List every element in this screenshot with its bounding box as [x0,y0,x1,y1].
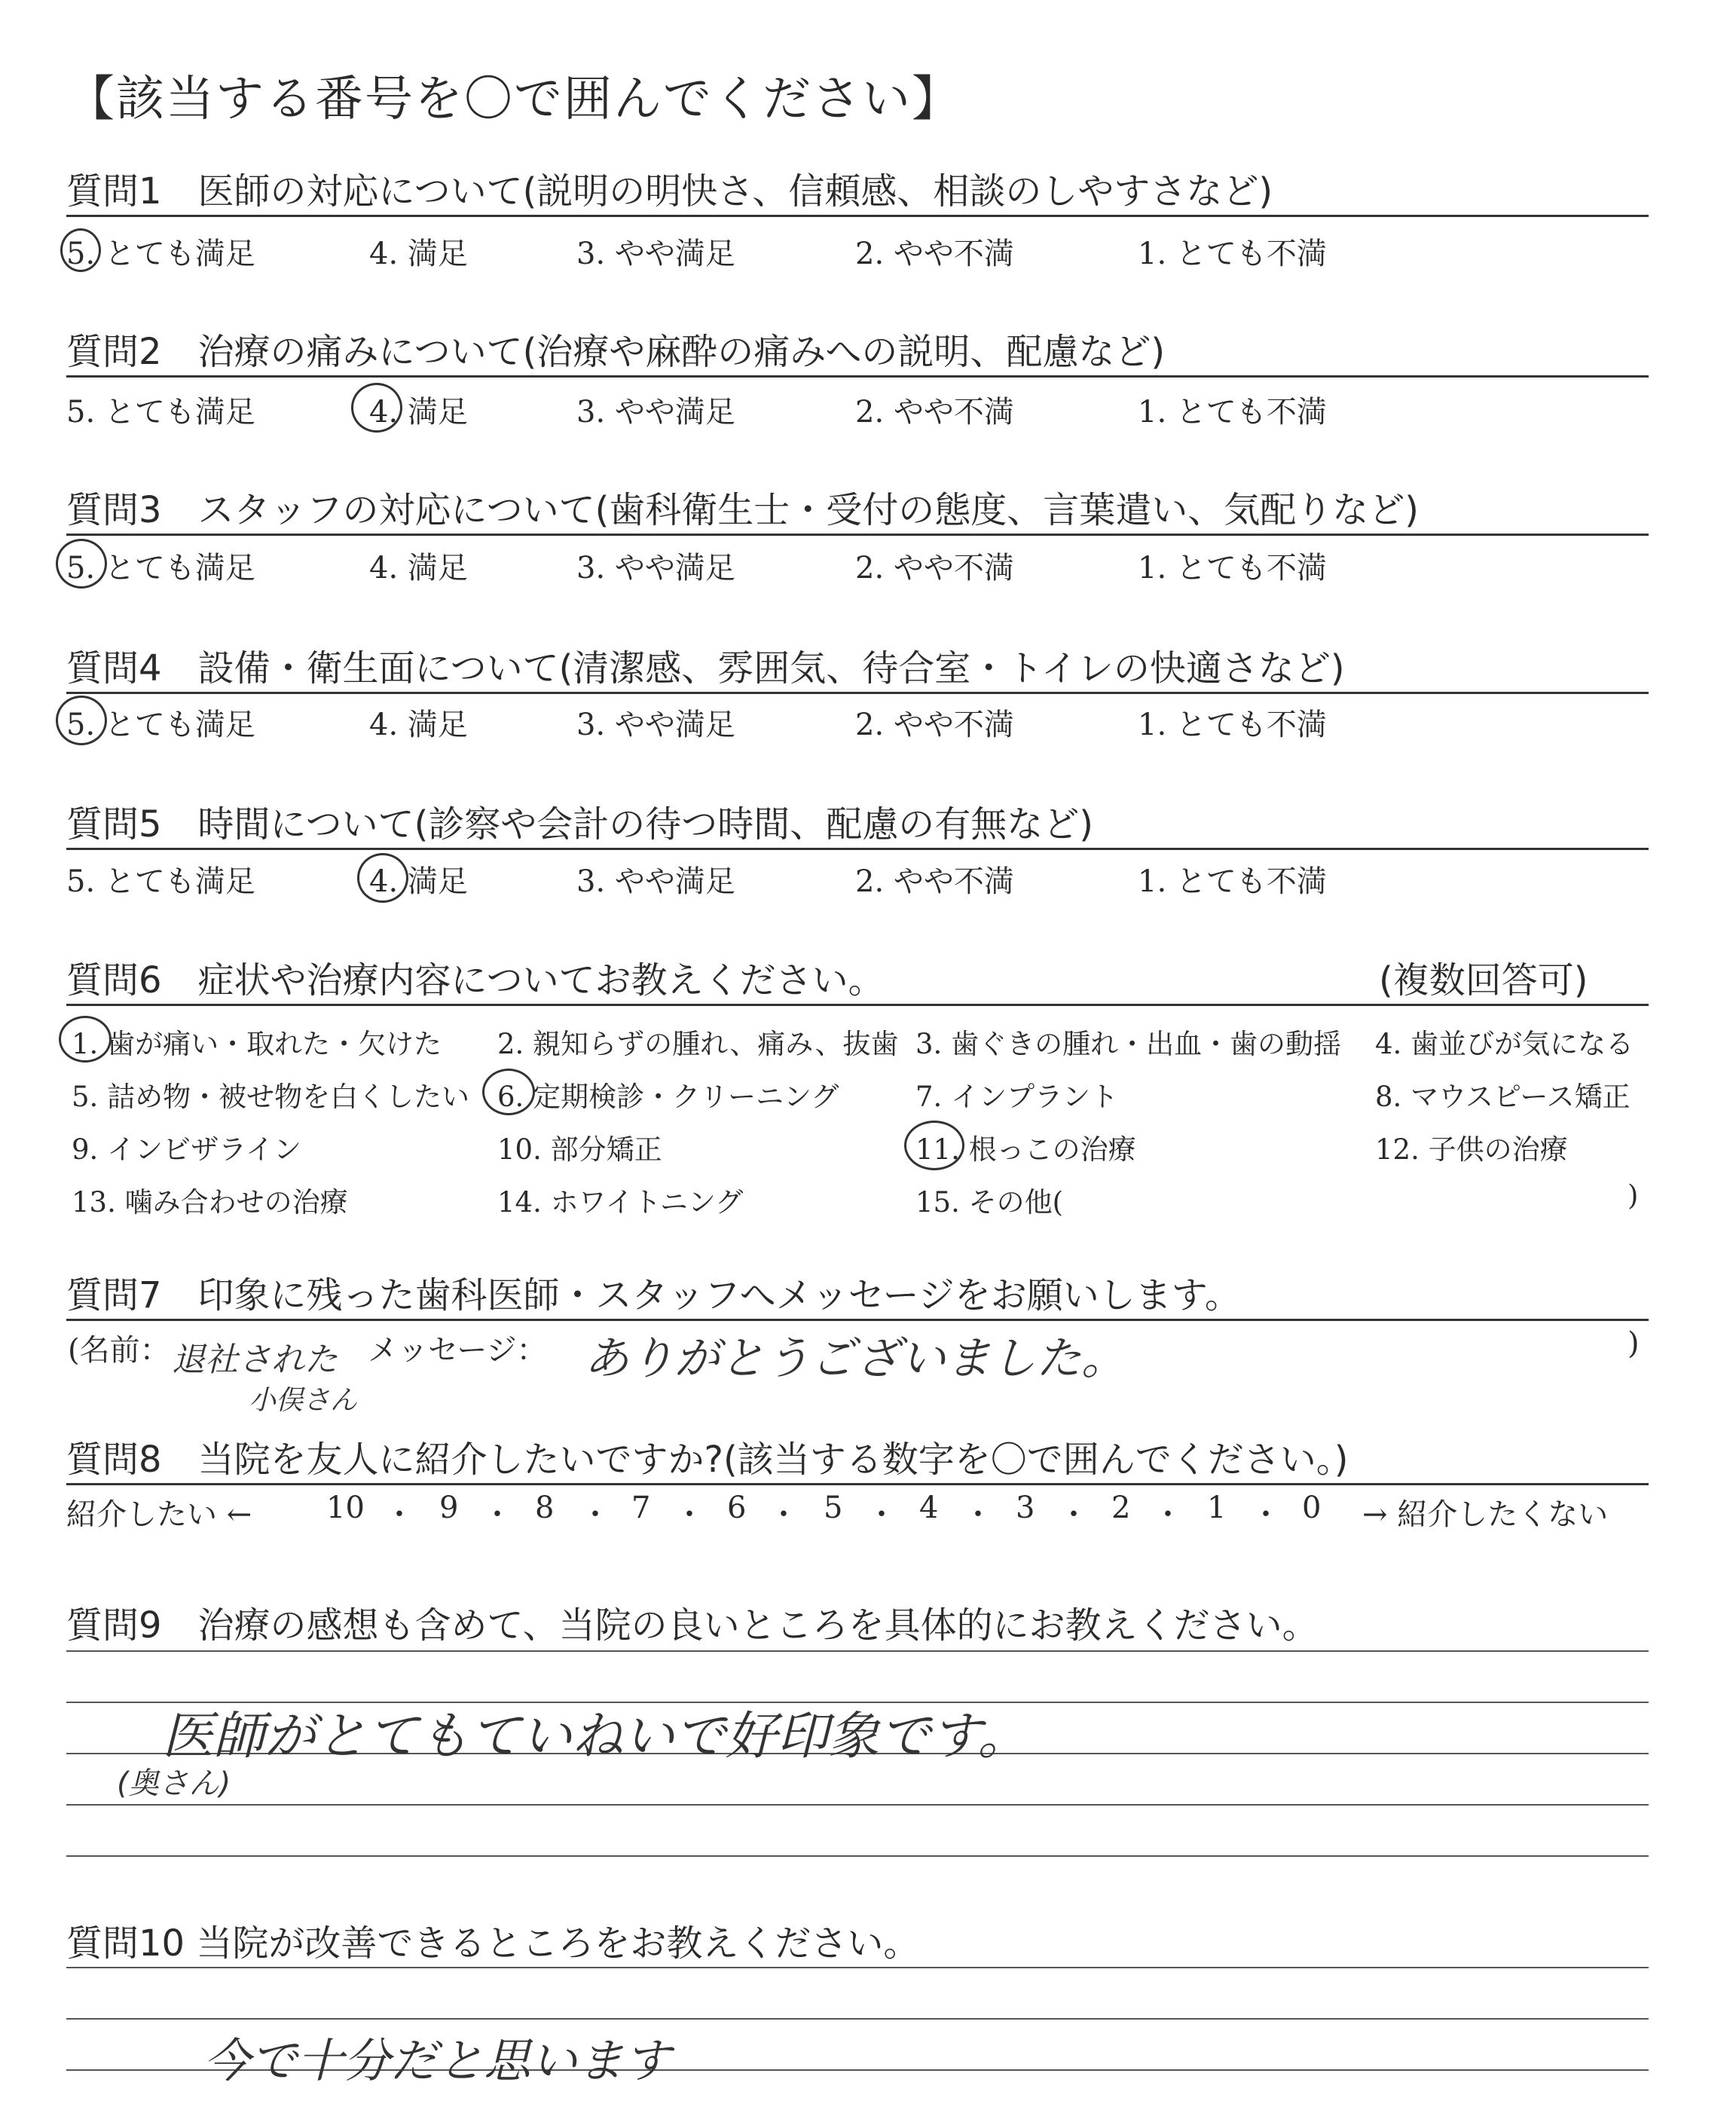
q8-dot: ・ [580,1497,610,1532]
q8-dot: ・ [482,1497,512,1532]
q6-item-11[interactable]: 11. 根っこの治療 [915,1133,1136,1166]
q7-message-label: メッセージ： [368,1333,547,1368]
q9-write-line [66,1804,1649,1806]
q8-right-label: → 紹介したくない [1362,1497,1609,1532]
q8-scale-7[interactable]: 7 [631,1491,651,1525]
q2-option-1[interactable]: 1. とても不満 [1138,395,1327,430]
q8-scale-5[interactable]: 5 [824,1491,843,1525]
q8-dot: ・ [963,1497,993,1532]
question-4-rule [66,692,1649,694]
question-7-heading: 質問7 印象に残った歯科医師・スタッフへメッセージをお願いします。 [66,1274,1241,1316]
q2-selected-circle [351,383,402,433]
q6-item-10[interactable]: 10. 部分矯正 [497,1133,662,1166]
q3-option-4[interactable]: 4. 満足 [369,551,468,586]
q8-dot: ・ [1059,1497,1089,1532]
q5-selected-circle [357,853,408,903]
q6-item-15[interactable]: 15. その他( [915,1186,1064,1219]
q3-option-5[interactable]: 5. とても満足 [66,551,255,586]
q8-left-label: 紹介したい ← [66,1497,252,1532]
q6-item-3[interactable]: 3. 歯ぐきの腫れ・出血・歯の動揺 [915,1028,1342,1060]
q7-name-label: (名前： [68,1333,170,1368]
q8-scale-1[interactable]: 1 [1207,1491,1227,1525]
q6-item-5[interactable]: 5. 詰め物・被せ物を白くしたい [72,1081,470,1113]
q6-item-9[interactable]: 9. インビザライン [72,1133,301,1166]
q1-option-3[interactable]: 3. やや満足 [576,237,735,271]
q1-option-2[interactable]: 2. やや不満 [855,237,1014,271]
q3-selected-circle [56,539,107,589]
q10-write-line [66,1967,1649,1968]
q7-name-value[interactable]: 退社された [172,1341,338,1379]
q10-answer[interactable]: 今で十分だと思います [203,2033,671,2088]
q8-dot: ・ [674,1497,704,1532]
q8-dot: ・ [1251,1497,1281,1532]
question-7-rule [66,1319,1649,1321]
q4-option-2[interactable]: 2. やや不満 [855,708,1014,742]
q3-option-2[interactable]: 2. やや不満 [855,551,1014,586]
q3-option-3[interactable]: 3. やや満足 [576,551,735,586]
question-2-rule [66,375,1649,378]
q8-scale-2[interactable]: 2 [1111,1491,1131,1525]
q9-answer-note[interactable]: (奥さん) [117,1766,231,1801]
q8-dot: ・ [769,1497,799,1532]
q5-option-1[interactable]: 1. とても不満 [1138,864,1327,899]
q2-option-4[interactable]: 4. 満足 [369,395,468,430]
question-3-rule [66,534,1649,536]
q8-dot: ・ [866,1497,897,1532]
q4-option-5[interactable]: 5. とても満足 [66,708,255,742]
q6-item-12[interactable]: 12. 子供の治療 [1375,1133,1568,1166]
question-2-heading: 質問2 治療の痛みについて(治療や麻酔の痛みへの説明、配慮など) [66,331,1166,373]
q1-option-4[interactable]: 4. 満足 [369,237,468,271]
q4-option-4[interactable]: 4. 満足 [369,708,468,742]
question-1-rule [66,215,1649,217]
q6-item-15-close: ) [1628,1179,1639,1212]
question-8-heading: 質問8 当院を友人に紹介したいですか?(該当する数字を〇で囲んでください。) [66,1439,1349,1481]
q6-item-14[interactable]: 14. ホワイトニング [497,1186,744,1219]
q8-scale-8[interactable]: 8 [535,1491,555,1525]
q6-item-4[interactable]: 4. 歯並びが気になる [1375,1028,1634,1060]
question-10-heading: 質問10 当院が改善できるところをお教えください。 [66,1922,920,1965]
q2-option-3[interactable]: 3. やや満足 [576,395,735,430]
q1-selected-circle [60,228,101,272]
q7-close-paren: ) [1628,1326,1640,1361]
q6-item-13[interactable]: 13. 噛み合わせの治療 [72,1186,348,1219]
q6-item-2[interactable]: 2. 親知らずの腫れ、痛み、抜歯 [497,1028,899,1060]
question-8-rule [66,1483,1649,1485]
question-3-heading: 質問3 スタッフの対応について(歯科衛生士・受付の態度、言葉遣い、気配りなど) [66,489,1420,531]
q4-option-1[interactable]: 1. とても不満 [1138,708,1327,742]
question-6-heading: 質問6 症状や治療内容についてお教えください。 [66,959,885,1001]
q10-write-line [66,2018,1649,2020]
q8-scale-6[interactable]: 6 [727,1491,747,1525]
q6-selected-circle-1 [59,1016,112,1063]
q2-option-5[interactable]: 5. とても満足 [66,395,255,430]
q5-option-4[interactable]: 4. 満足 [369,864,468,899]
q9-write-line [66,1855,1649,1857]
q9-write-line [66,1650,1649,1652]
q8-scale-0[interactable]: 0 [1302,1491,1322,1525]
q1-option-5[interactable]: 5. とても満足 [66,237,255,271]
question-4-heading: 質問4 設備・衛生面について(清潔感、雰囲気、待合室・トイレの快適さなど) [66,647,1345,690]
q1-option-1[interactable]: 1. とても不満 [1138,237,1327,271]
question-1-heading: 質問1 医師の対応について(説明の明快さ、信頼感、相談のしやすさなど) [66,170,1273,213]
question-9-heading: 質問9 治療の感想も含めて、当院の良いところを具体的にお教えください。 [66,1604,1319,1647]
q6-item-1[interactable]: 1. 歯が痛い・取れた・欠けた [72,1028,442,1060]
q4-option-3[interactable]: 3. やや満足 [576,708,735,742]
q6-item-8[interactable]: 8. マウスピース矯正 [1375,1081,1631,1113]
question-6-note: (複数回答可) [1379,959,1588,1001]
q7-name-value-2[interactable]: 小俣さん [249,1385,358,1416]
q3-option-1[interactable]: 1. とても不満 [1138,551,1327,586]
q5-option-5[interactable]: 5. とても満足 [66,864,255,899]
q8-scale-9[interactable]: 9 [439,1491,459,1525]
q8-scale-4[interactable]: 4 [919,1491,939,1525]
q8-scale-10[interactable]: 10 [326,1491,365,1525]
q5-option-3[interactable]: 3. やや満足 [576,864,735,899]
page-title: 【該当する番号を〇で囲んでください】 [66,72,961,127]
question-6-rule [66,1004,1649,1006]
q4-selected-circle [56,696,107,745]
q9-answer[interactable]: 医師がとてもていねいで好印象です。 [162,1707,1029,1766]
q6-item-7[interactable]: 7. インプラント [915,1081,1119,1113]
q6-selected-circle-6 [482,1069,535,1115]
q8-scale-3[interactable]: 3 [1016,1491,1035,1525]
q2-option-2[interactable]: 2. やや不満 [855,395,1014,430]
q5-option-2[interactable]: 2. やや不満 [855,864,1014,899]
q6-selected-circle-11 [904,1121,964,1170]
question-5-heading: 質問5 時間について(診察や会計の待つ時間、配慮の有無など) [66,803,1094,846]
q7-message-value[interactable]: ありがとうございました。 [584,1332,1126,1385]
q6-item-6[interactable]: 6. 定期検診・クリーニング [497,1081,839,1113]
q8-dot: ・ [1153,1497,1183,1532]
q8-dot: ・ [384,1497,414,1532]
question-5-rule [66,848,1649,850]
